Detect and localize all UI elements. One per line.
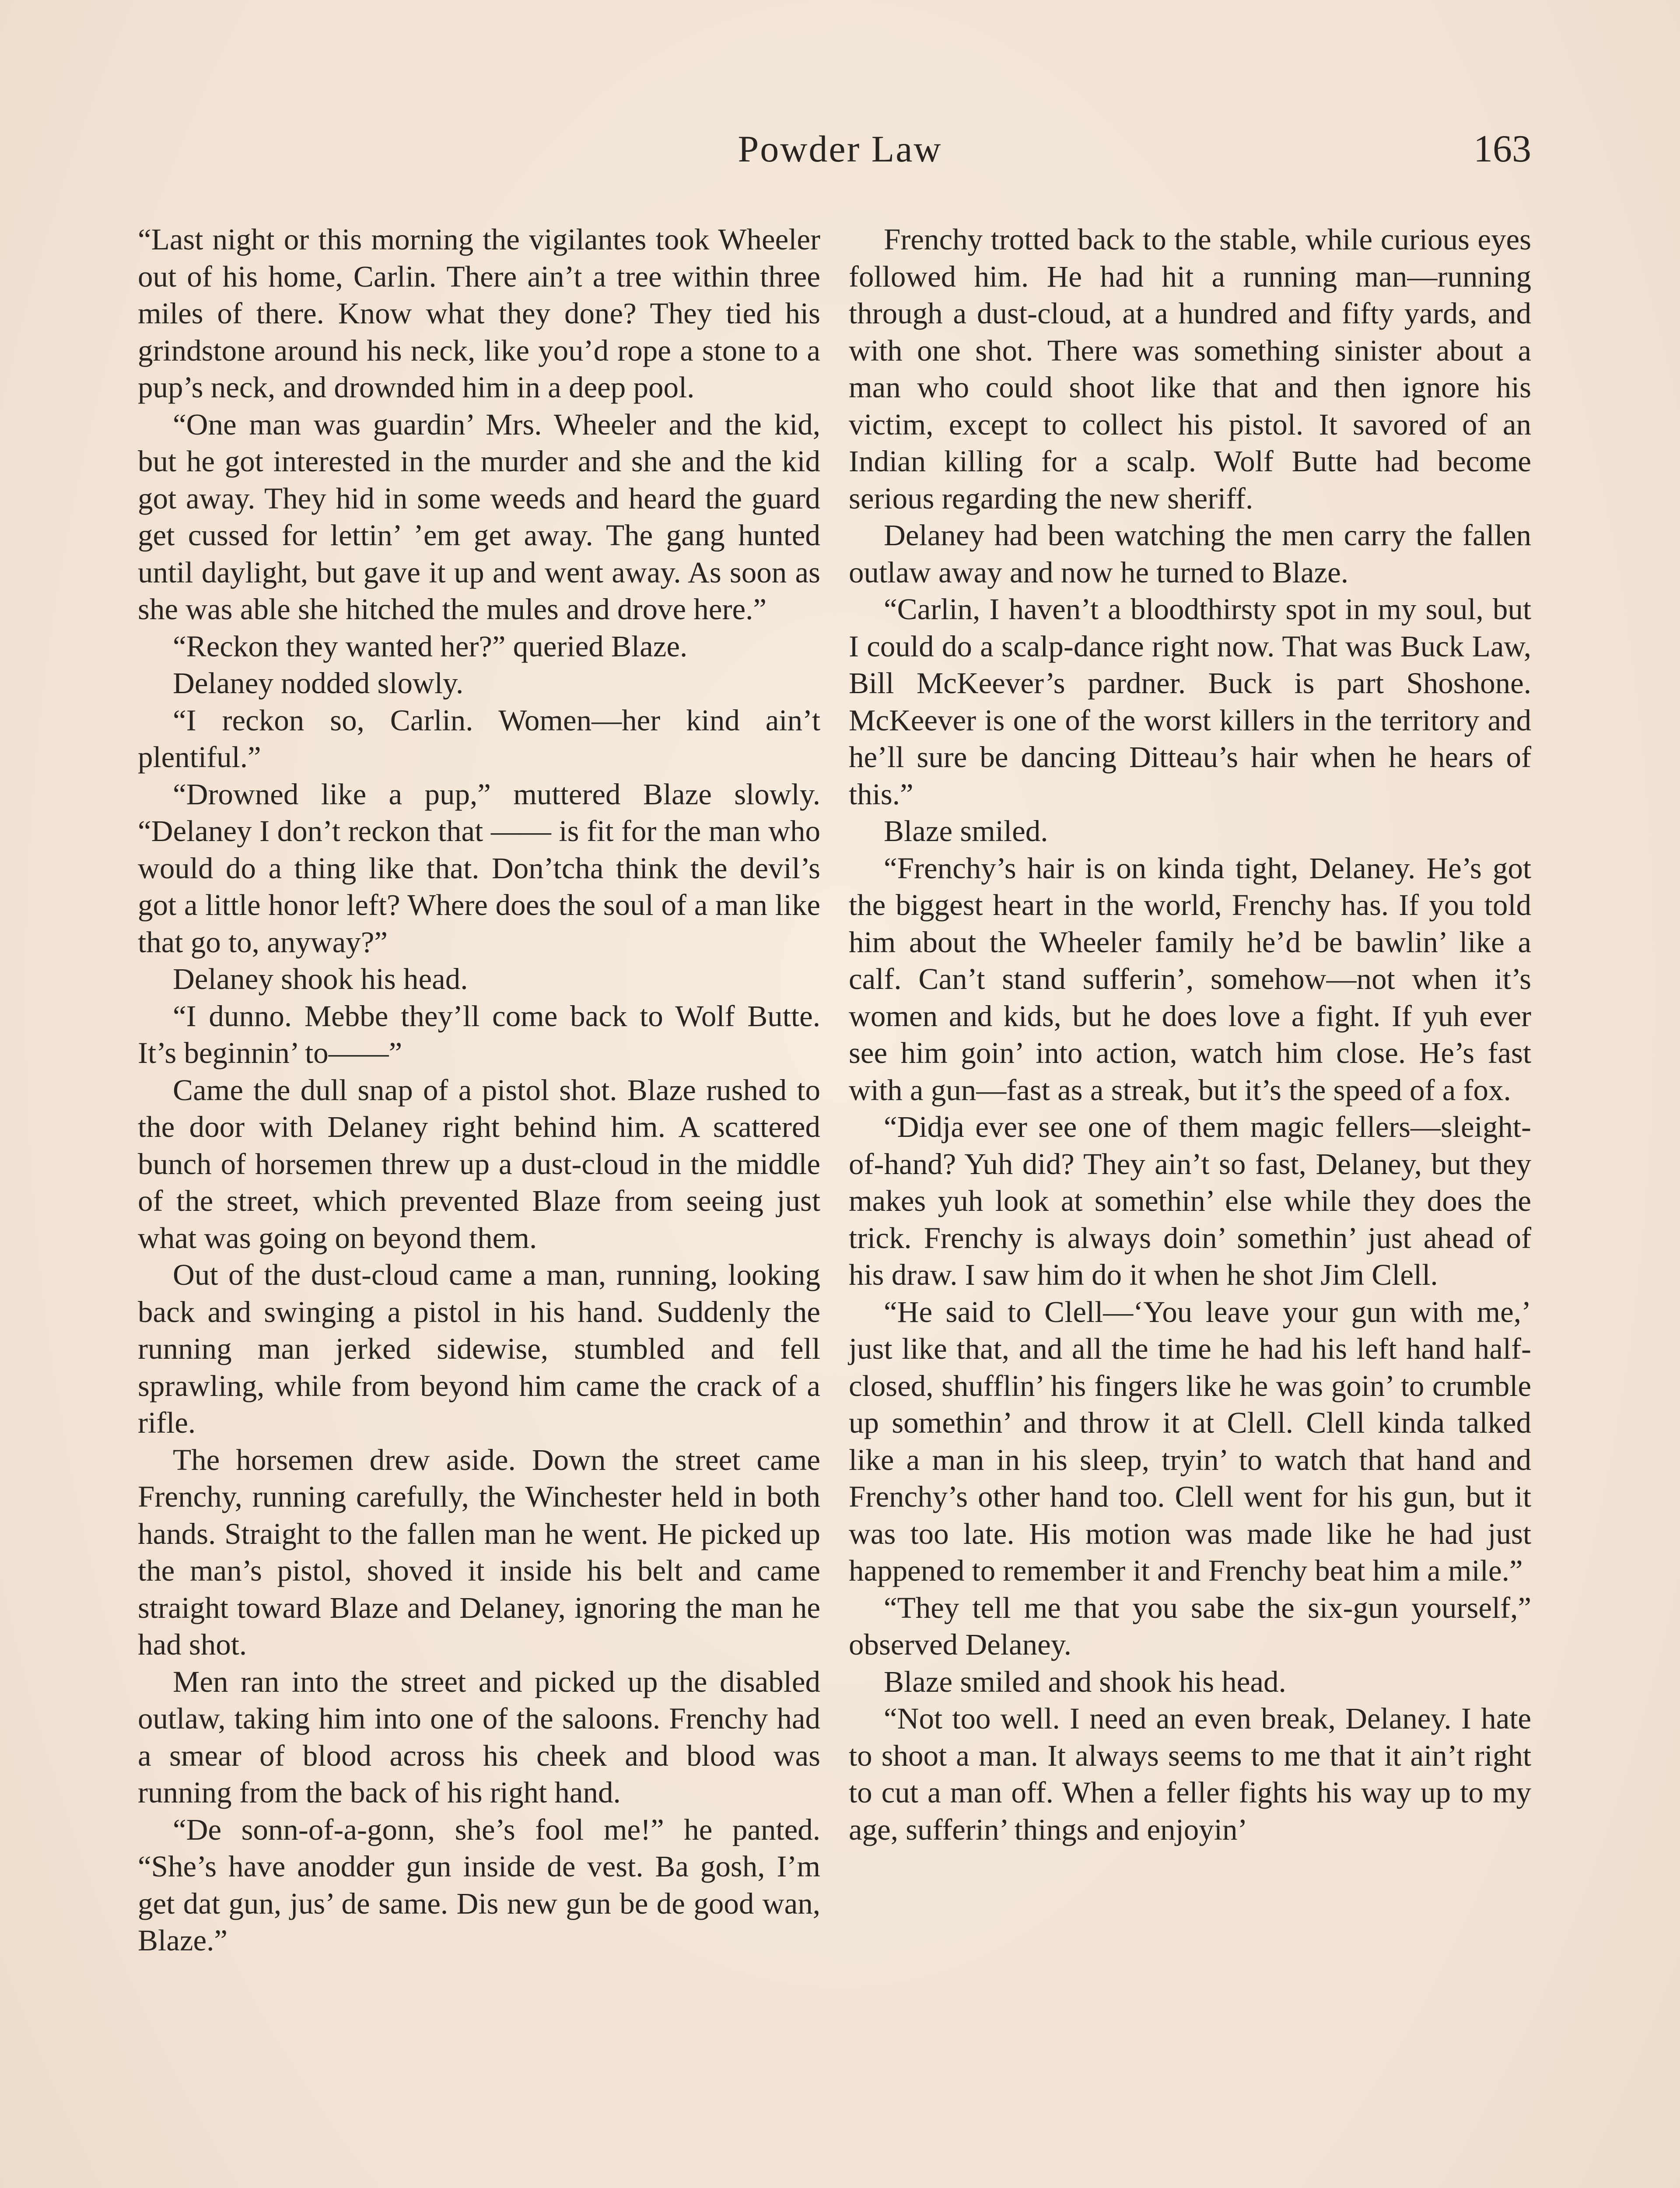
paragraph: “De sonn-of-a-gonn, she’s fool me!” he panted. “She’s have anodder gun inside de vest. Ba gosh, I’m get dat gun, jus’ de same. Dis new gun be de good wan, Blaze.” — [138, 1813, 820, 1957]
paragraph: Blaze smiled. — [884, 814, 1048, 848]
paragraph: Came the dull snap of a pistol shot. Blaze rushed to the door with Delaney right behind him. A scattered bunch of horsemen threw up a dust-cloud in the middle of the street, which prevented Blaze from seeing just what was going on beyond them. — [138, 1073, 820, 1255]
page-header — [0, 127, 1680, 179]
paragraph: “One man was guardin’ Mrs. Wheeler and the kid, but he got interested in the murder and she and the kid got away. They hid in some weeds and heard the guard get cussed for lettin’ ’em get away. The gang hunted until daylight, but gave it up and went away. As soon as she was able she hitched the mules and drove here.” — [138, 407, 820, 626]
left-column — [138, 221, 820, 1959]
paragraph: Delaney shook his head. — [173, 962, 468, 996]
paragraph: Out of the dust-cloud came a man, running, looking back and swinging a pistol in his hand. Suddenly the running man jerked sidewise, stumbled and fell sprawling, while from beyond him came the crack of a rifle. — [138, 1258, 820, 1439]
paragraph: “Reckon they wanted her?” queried Blaze. — [173, 629, 688, 663]
paragraph: The horsemen drew aside. Down the street came Frenchy, running carefully, the Winchester held in both hands. Straight to the fallen man he went. He picked up the man’s pistol, shoved it inside his belt and came straight toward Blaze and Delaney, ignoring the man he had shot. — [138, 1443, 820, 1661]
page-number: 163 — [1474, 128, 1531, 170]
paragraph: “He said to Clell—‘You leave your gun with me,’ just like that, and all the time he had his left hand half-closed, shufflin’ his fingers like he was goin’ to crumble up somethin’ and throw it at Clell. Clell kinda talked like a man in his sleep, tryin’ to watch that hand and Frenchy’s other hand too. Clell went for his gun, but it was too late. His motion was made like he had just happened to remember it and Frenchy beat him a mile.” — [849, 1295, 1531, 1587]
paragraph: Frenchy trotted back to the stable, while curious eyes followed him. He had hit a running man—running through a dust-cloud, at a hundred and fifty yards, and with one shot. There was something sinister about a man who could shoot like that and then ignore his victim, except to collect his pistol. It savored of an Indian killing for a scalp. Wolf Butte had become serious regarding the new sheriff. — [849, 223, 1531, 515]
paragraph: “Drowned like a pup,” muttered Blaze slowly. “Delaney I don’t reckon that —— is fit for the man who would do a thing like that. Don’tcha think the devil’s got a little honor left? Where does the soul of a man like that go to, anyway?” — [138, 777, 820, 959]
paragraph: Delaney had been watching the men carry the fallen outlaw away and now he turned to Blaze. — [849, 519, 1531, 589]
paragraph: “Didja ever see one of them magic fellers—sleight-of-hand? Yuh did? They ain’t so fast, Delaney, but they makes yuh look at somethin’ else while they does the trick. Frenchy is always doin’ somethin’ just ahead of his draw. I saw him do it when he shot Jim Clell. — [849, 1110, 1531, 1291]
paragraph: “Carlin, I haven’t a bloodthirsty spot in my soul, but I could do a scalp-dance right now. That was Buck Law, Bill McKeever’s pardner. Buck is part Shoshone. McKeever is one of the worst killers in the territory and he’ll sure be dancing Ditteau’s hair when he hears of this.” — [849, 593, 1531, 811]
paragraph: “Frenchy’s hair is on kinda tight, Delaney. He’s got the biggest heart in the world, Frenchy has. If you told him about the Wheeler family he’d be bawlin’ like a calf. Can’t stand sufferin’, somehow—not when it’s women and kids, but he does love a fight. If yuh ever see him goin’ into action, watch him close. He’s fast with a gun—fast as a streak, but it’s the speed of a fox. — [849, 851, 1531, 1107]
paragraph: “They tell me that you sabe the six-gun yourself,” observed Delaney. — [849, 1591, 1531, 1661]
running-title: Powder Law — [738, 128, 942, 170]
paragraph: “Last night or this morning the vigilantes took Wheeler out of his home, Carlin. There ain’t a tree within three miles of there. Know what they done? They tied his grindstone around his neck, like you’d rope a stone to a pup’s neck, and drownded him in a deep pool. — [138, 223, 820, 404]
right-column — [849, 221, 1531, 1848]
paragraph: Delaney nodded slowly. — [173, 666, 464, 700]
paragraph: “I dunno. Mebbe they’ll come back to Wolf Butte. It’s beginnin’ to——” — [138, 999, 820, 1069]
paragraph: Men ran into the street and picked up the disabled outlaw, taking him into one of the saloons. Frenchy had a smear of blood across his cheek and blood was running from the back of his right hand. — [138, 1665, 820, 1809]
paragraph: “Not too well. I need an even break, Delaney. I hate to shoot a man. It always seems to me that it ain’t right to cut a man off. When a feller fights his way up to my age, sufferin’ things and enjoyin’ — [849, 1702, 1531, 1846]
paragraph: Blaze smiled and shook his head. — [884, 1665, 1286, 1698]
paragraph: “I reckon so, Carlin. Women—her kind ain’t plentiful.” — [138, 703, 820, 774]
